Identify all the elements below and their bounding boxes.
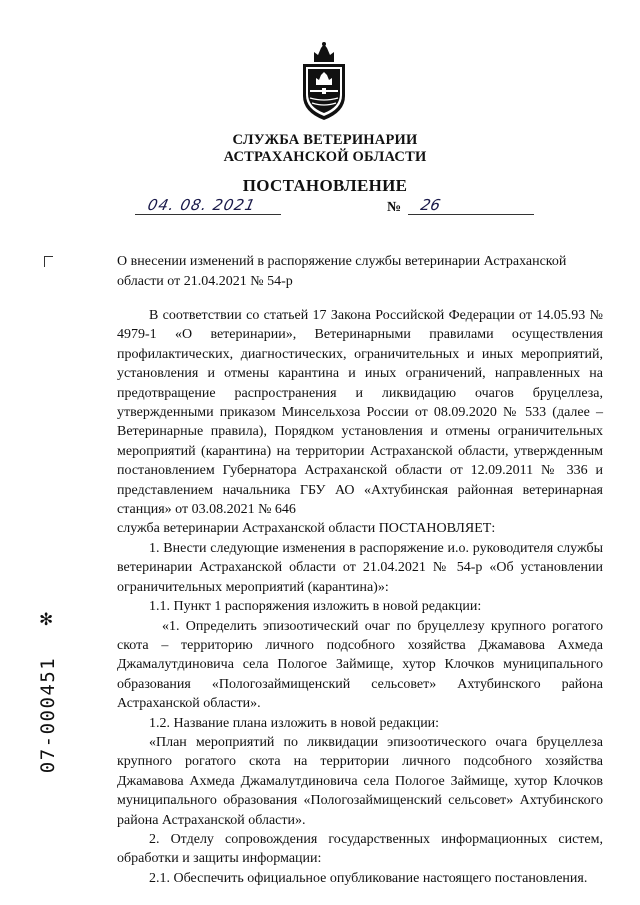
- clause-2: 2. Отделу сопровождения государственных информационных систем, обработки и защиты информации:: [117, 831, 603, 867]
- document-body: [117, 306, 603, 888]
- registry-serial: 07-000451: [37, 656, 59, 774]
- clause-1: 1. Внести следующие изменения в распоряжение и.о. руководителя службы ветеринарии Астраханской области от 21.04.2021 № 54-р «Об установлении ограничительных мероприятий (карантина)»:: [117, 540, 603, 595]
- clause-2-1: 2.1. Обеспечить официальное опубликование настоящего постановления.: [149, 870, 588, 886]
- clause-1-2-text: «План мероприятий по ликвидации эпизоотического очага бруцеллеза крупного рогатого скота на территории личного подсобного хозяйства Джамавова Ахмеда Джамалутдиновича села Пологое Займище, хутор Клочков муниципального образования «Пологозаймищенский сельсовет» Ахтубинского района Астраханской области».: [117, 734, 603, 828]
- clause-1-2: 1.2. Название плана изложить в новой редакции:: [149, 715, 440, 731]
- subject-corner-mark: [44, 256, 53, 267]
- organization-name-line1: СЛУЖБА ВЕТЕРИНАРИИ: [232, 132, 418, 148]
- preamble: В соответствии со статьей 17 Закона Российской Федерации от 14.05.93 № 4979-1 «О ветеринарии», Ветеринарными правилами осуществления профилактических, диагностических, ограничительных и иных мероприятий, установления и отмены карантина и иных ограничений, направленных на предотвращение распространения и ликвидацию очагов бруцеллеза, утвержденными приказом Минсельхоза России от 08.09.2020 № 533 (далее – Ветеринарные правила), Порядком установления и отмены ограничительных мероприятий (карантина) на территории Астраханской области, утвержденным постановлением Губернатора Астраханской области от 12.09.2011 № 336 и представлением начальника ГБУ АО «Ахтубинская районная ветеринарная станция» от 03.08.2021 № 646: [117, 308, 603, 518]
- document-type: ПОСТАНОВЛЕНИЕ: [242, 176, 408, 195]
- resolution-line: служба ветеринарии Астраханской области ПОСТАНОВЛЯЕТ:: [117, 521, 496, 537]
- clause-1-1-text: «1. Определить эпизоотический очаг по бруцеллезу крупного рогатого скота – территорию личного подсобного хозяйства Джамавова Ахмеда Джамалутдиновича села Пологое Займище, хутор Клочков муниципального образования «Пологозаймищенский сельсовет» Ахтубинского района Астраханской области».: [117, 618, 603, 712]
- coat-of-arms-icon: [298, 40, 350, 122]
- organization-name-line2: АСТРАХАНСКОЙ ОБЛАСТИ: [223, 149, 427, 165]
- number-label: №: [387, 200, 402, 215]
- clause-1-1: 1.1. Пункт 1 распоряжения изложить в новой редакции:: [149, 599, 482, 615]
- document-date: 04. 08. 2021: [146, 196, 258, 214]
- registry-star-mark: ✻: [39, 610, 54, 630]
- document-number: 26: [419, 196, 443, 214]
- document-subject: О внесении изменений в распоряжение службы ветеринарии Астраханской области от 21.04.2021 № 54-р: [117, 254, 567, 289]
- date-underline: [135, 213, 281, 215]
- number-underline: [408, 213, 534, 215]
